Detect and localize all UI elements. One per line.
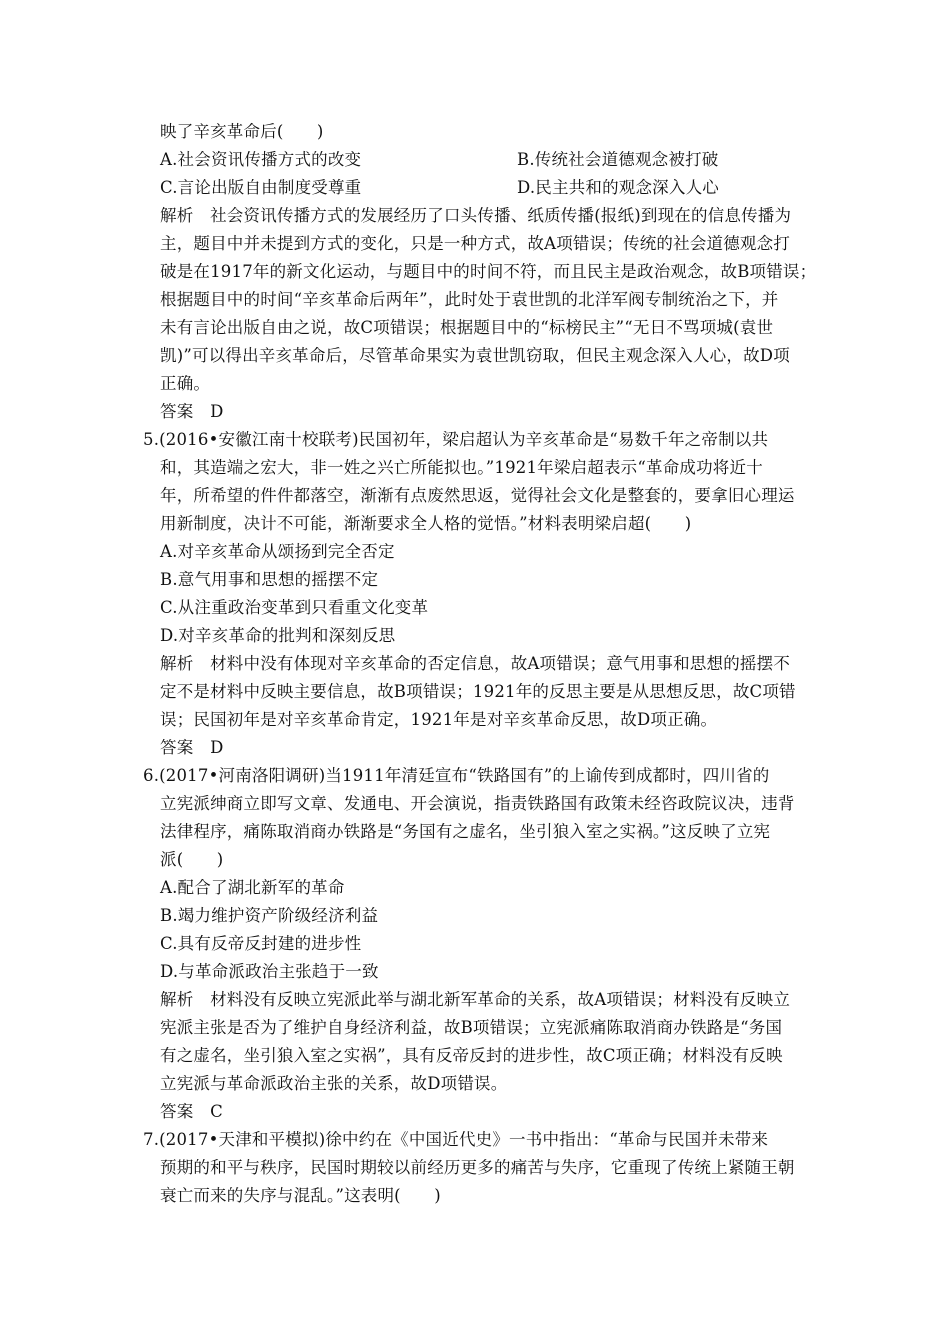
question-stem-line: 6.(2017•河南洛阳调研)当1911年清廷宣布“铁路国有”的上谕传到成都时，四川省的 (143, 766, 770, 785)
question-stem-line: 年，所希望的件件都落空，渐渐有点废然思返，觉得社会文化是整套的，要拿旧心理运 (160, 486, 795, 505)
analysis-line: 解析 材料中没有体现对辛亥革命的否定信息，故A项错误；意气用事和思想的摇摆不 (160, 654, 791, 673)
question-stem-line: 衰亡而来的失序与混乱。”这表明( ) (160, 1186, 441, 1205)
analysis-line: 误；民国初年是对辛亥革命肯定，1921年是对辛亥革命反思，故D项正确。 (160, 710, 718, 729)
question-stem-line: 预期的和平与秩序，民国时期较以前经历更多的痛苦与失序，它重现了传统上紧随王朝 (160, 1158, 795, 1177)
option-c: C.具有反帝反封建的进步性 (160, 934, 362, 953)
question-stem-line: 映了辛亥革命后( ) (160, 122, 324, 141)
option-b: B.竭力维护资产阶级经济利益 (160, 906, 379, 925)
analysis-line: 宪派主张是否为了维护自身经济利益，故B项错误；立宪派痛陈取消商办铁路是“务国 (160, 1018, 783, 1037)
question-stem-line: 7.(2017•天津和平模拟)徐中约在《中国近代史》一书中指出：“革命与民国并未带来 (143, 1130, 769, 1149)
option-a: A.配合了湖北新军的革命 (160, 878, 345, 897)
option-c: C.言论出版自由制度受尊重 (160, 178, 362, 197)
option-a: A.对辛亥革命从颂扬到完全否定 (160, 542, 395, 561)
option-a: A.社会资讯传播方式的改变 (160, 150, 362, 169)
option-d: D.民主共和的观念深入人心 (517, 178, 719, 197)
option-c: C.从注重政治变革到只看重文化变革 (160, 598, 429, 617)
answer-line: 答案 D (160, 738, 224, 757)
analysis-line: 凯)”可以得出辛亥革命后，尽管革命果实为袁世凯窃取，但民主观念深入人心，故D项 (160, 346, 790, 365)
question-stem-line: 用新制度，决计不可能，渐渐要求全人格的觉悟。”材料表明梁启超( ) (160, 514, 692, 533)
analysis-line: 根据题目中的时间“辛亥革命后两年”，此时处于袁世凯的北洋军阀专制统治之下，并 (160, 290, 779, 309)
question-stem-line: 和，其造端之宏大，非一姓之兴亡所能拟也。”1921年梁启超表示“革命成功将近十 (160, 458, 763, 477)
option-d: D.与革命派政治主张趋于一致 (160, 962, 379, 981)
analysis-line: 解析 材料没有反映立宪派此举与湖北新军革命的关系，故A项错误；材料没有反映立 (160, 990, 791, 1009)
question-stem-line: 法律程序，痛陈取消商办铁路是“务国有之虚名，坐引狼入室之实祸。”这反映了立宪 (160, 822, 771, 841)
option-b: B.传统社会道德观念被打破 (517, 150, 719, 169)
question-stem-line: 5.(2016•安徽江南十校联考)民国初年，梁启超认为辛亥革命是“易数千年之帝制以共 (143, 430, 769, 449)
analysis-line: 主，题目中并未提到方式的变化，只是一种方式，故A项错误；传统的社会道德观念打 (160, 234, 791, 253)
analysis-line: 立宪派与革命派政治主张的关系，故D项错误。 (160, 1074, 508, 1093)
question-stem-line: 立宪派绅商立即写文章、发通电、开会演说，指责铁路国有政策未经咨政院议决，违背 (160, 794, 795, 813)
answer-line: 答案 D (160, 402, 224, 421)
analysis-line: 有之虚名，坐引狼入室之实祸”，具有反帝反封的进步性，故C项正确；材料没有反映 (160, 1046, 783, 1065)
question-stem-line: 派( ) (160, 850, 224, 869)
analysis-line: 破是在1917年的新文化运动，与题目中的时间不符，而且民主是政治观念，故B项错误； (160, 262, 817, 281)
analysis-line: 正确。 (160, 374, 211, 393)
option-b: B.意气用事和思想的摇摆不定 (160, 570, 379, 589)
answer-line: 答案 C (160, 1102, 223, 1121)
option-d: D.对辛亥革命的批判和深刻反思 (160, 626, 396, 645)
analysis-line: 定不是材料中反映主要信息，故B项错误；1921年的反思主要是从思想反思，故C项错 (160, 682, 796, 701)
analysis-line: 解析 社会资讯传播方式的发展经历了口头传播、纸质传播(报纸)到现在的信息传播为 (160, 206, 792, 225)
analysis-line: 未有言论出版自由之说，故C项错误；根据题目中的“标榜民主”“无日不骂项城(袁世 (160, 318, 774, 337)
